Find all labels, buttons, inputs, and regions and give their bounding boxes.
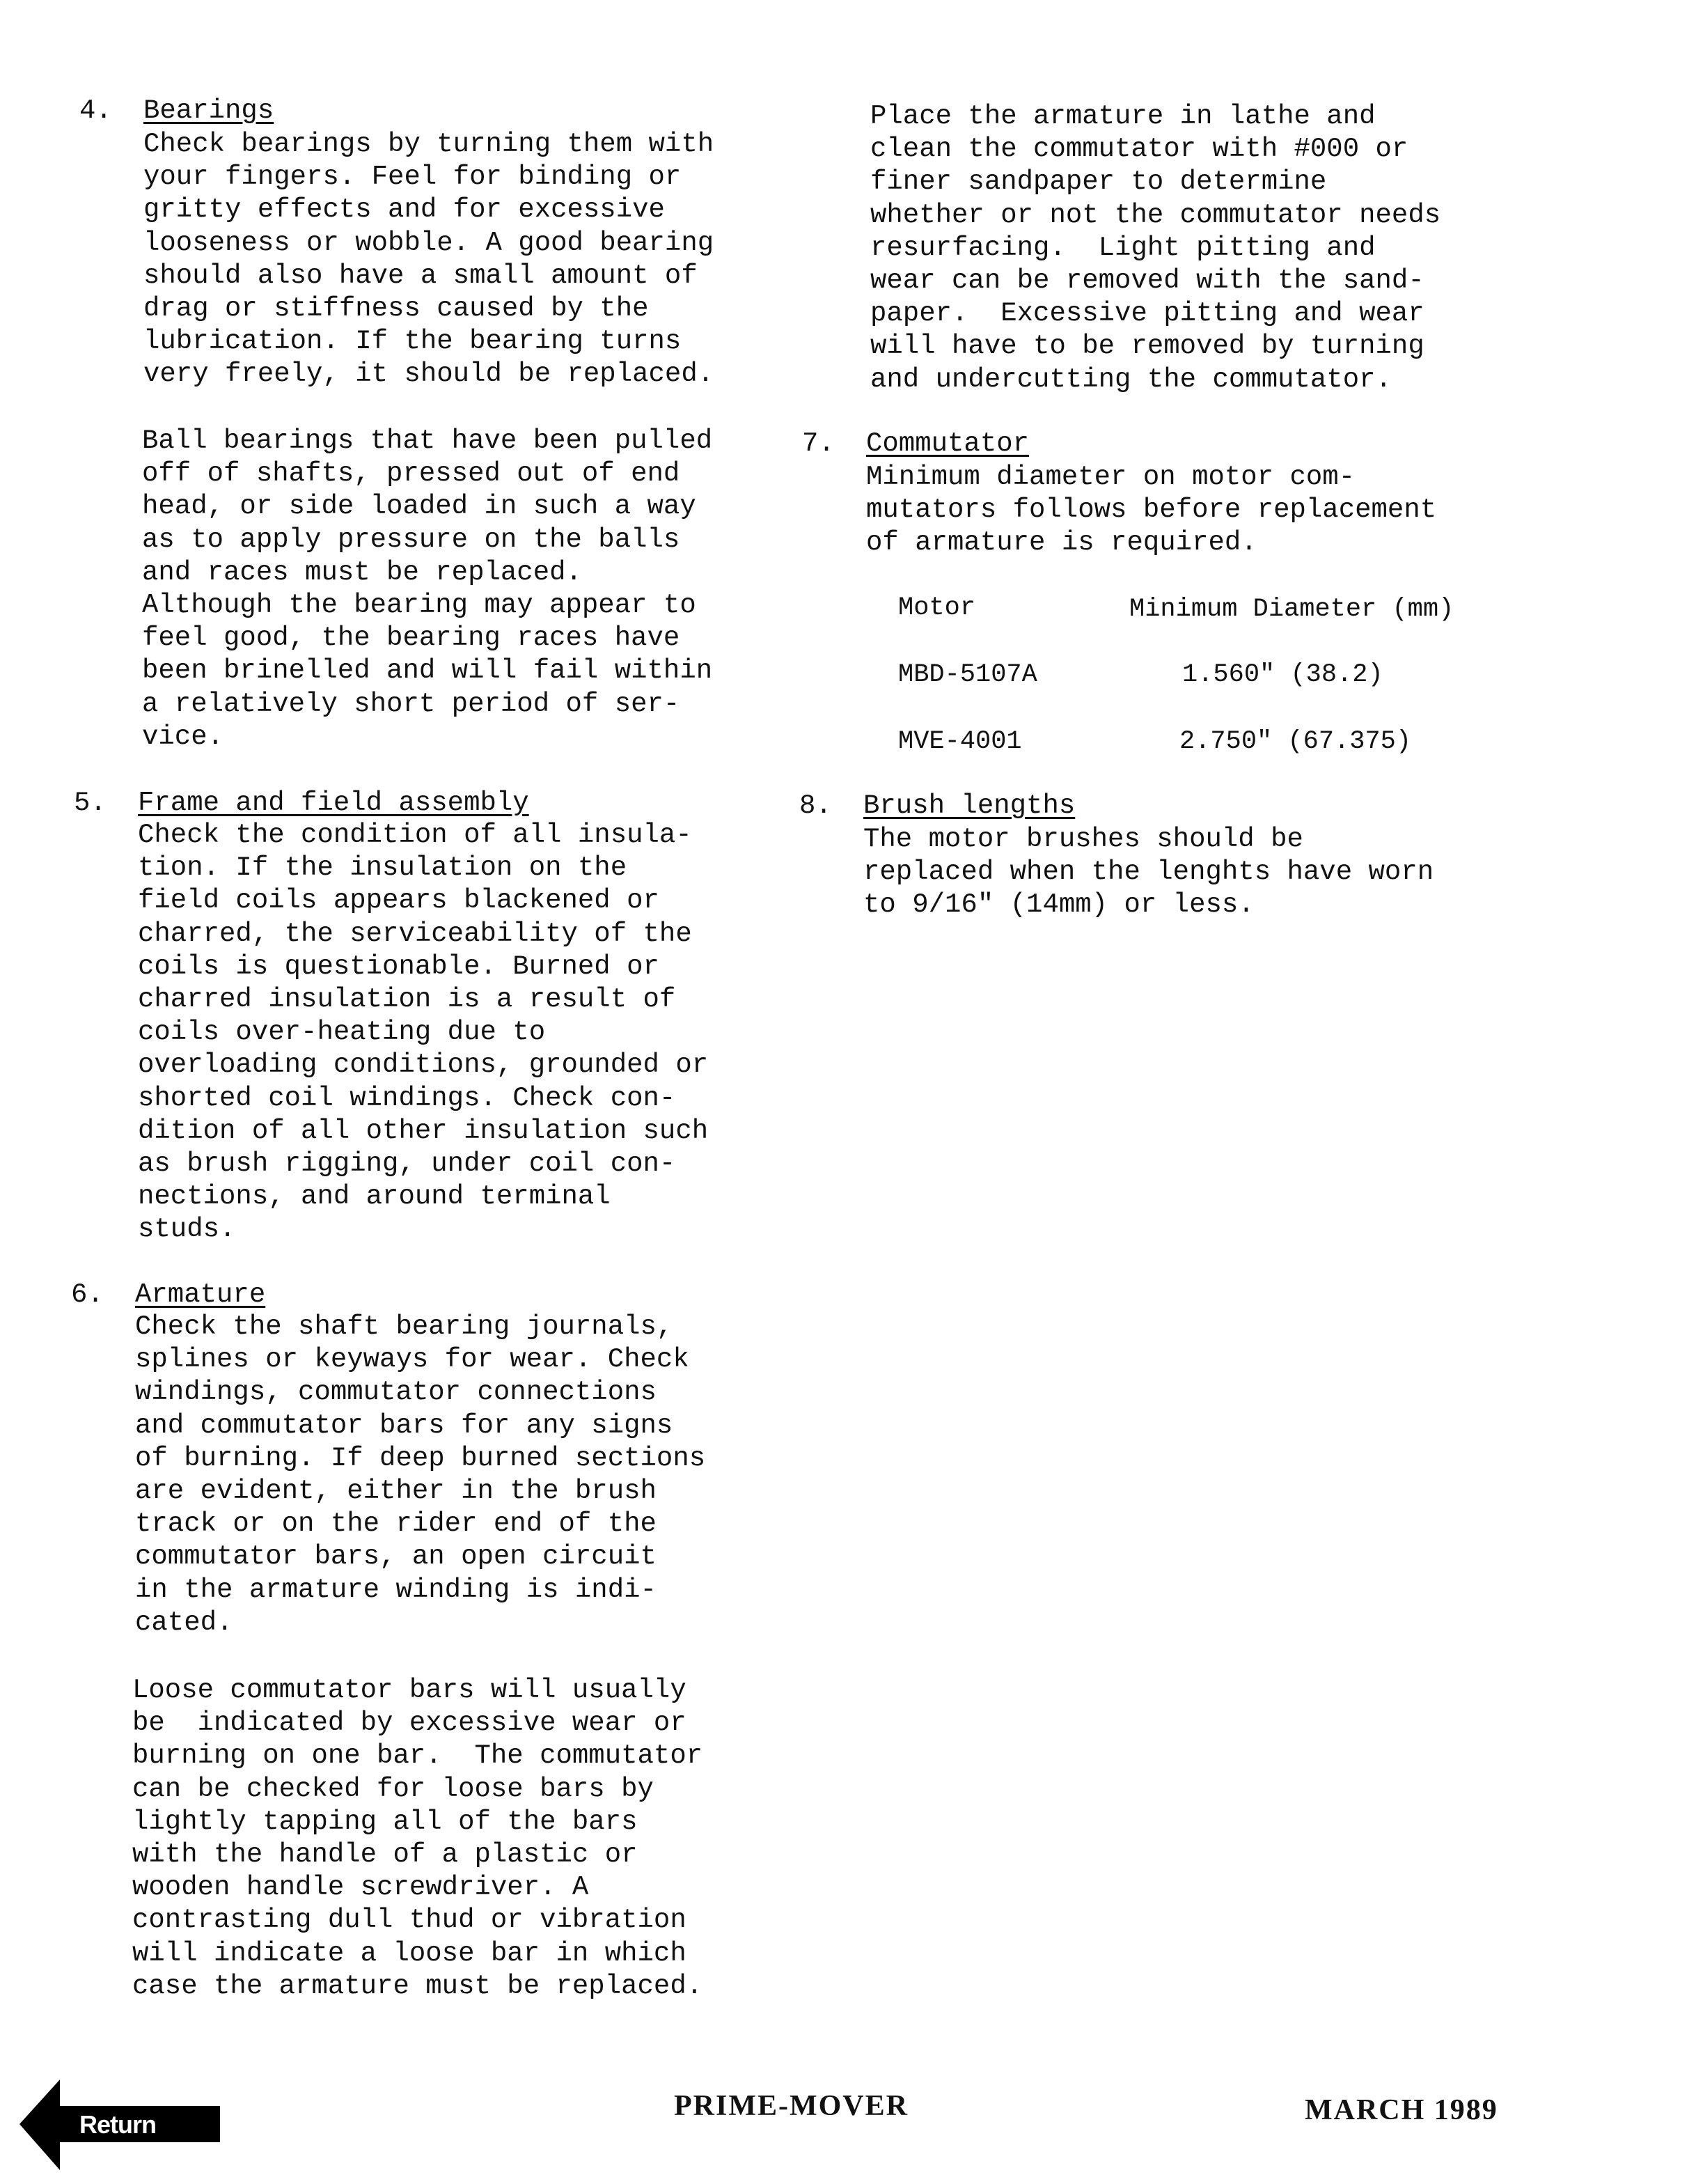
text-line: Minimum diameter on motor com-: [866, 462, 1356, 492]
text-line: finer sandpaper to determine: [870, 166, 1327, 198]
text-line: coils over-heating due to: [138, 1017, 546, 1048]
section-heading-brush-lengths: Brush lengths: [863, 790, 1076, 821]
section-heading-commutator: Commutator: [866, 428, 1030, 459]
text-line: will indicate a loose bar in which: [132, 1937, 686, 1969]
text-line: The motor brushes should be: [863, 824, 1303, 855]
text-line: coils is questionable. Burned or: [138, 951, 659, 982]
table-header: Motor: [898, 593, 976, 623]
text-line: and undercutting the commutator.: [870, 364, 1392, 395]
return-button[interactable]: [19, 2080, 220, 2170]
text-line: Place the armature in lathe and: [870, 101, 1376, 132]
footer-title: PRIME-MOVER: [674, 2090, 909, 2122]
footer-date: MARCH 1989: [1305, 2094, 1498, 2126]
item-number: 4.: [79, 95, 112, 126]
text-line: clean the commutator with #000 or: [870, 134, 1408, 165]
text-line: commutator bars, an open circuit: [135, 1541, 657, 1573]
item-number: 5.: [74, 788, 107, 818]
text-line: and commutator bars for any signs: [135, 1410, 673, 1441]
section-heading-frame: Frame and field assembly: [138, 788, 529, 818]
text-line: burning on one bar. The commutator: [132, 1740, 703, 1772]
text-line: track or on the rider end of the: [135, 1508, 657, 1540]
text-line: of burning. If deep burned sections: [135, 1442, 706, 1474]
text-line: drag or stiffness caused by the: [143, 293, 649, 325]
text-line: replaced when the lenghts have worn: [863, 857, 1434, 888]
text-line: a relatively short period of ser-: [142, 688, 680, 719]
text-line: as brush rigging, under coil con-: [138, 1148, 676, 1180]
text-line: lubrication. If the bearing turns: [143, 326, 682, 357]
paragraph: [870, 100, 1440, 396]
text-line: charred insulation is a result of: [138, 984, 676, 1015]
text-line: Loose commutator bars will usually: [132, 1675, 686, 1706]
paragraph: [866, 461, 1436, 560]
paragraph: [863, 823, 1434, 922]
text-line: wooden handle screwdriver. A: [132, 1872, 589, 1903]
text-line: Check the condition of all insula-: [138, 820, 692, 850]
item-number: 8.: [799, 790, 832, 821]
text-line: be indicated by excessive wear or: [132, 1708, 686, 1739]
text-line: been brinelled and will fail within: [142, 655, 713, 687]
text-line: of armature is required.: [866, 527, 1257, 559]
text-line: whether or not the commutator needs: [870, 199, 1441, 231]
text-line: resurfacing. Light pitting and: [870, 232, 1376, 263]
text-line: wear can be removed with the sand-: [870, 265, 1424, 297]
text-line: off of shafts, pressed out of end: [142, 458, 680, 490]
text-line: head, or side loaded in such a way: [142, 491, 696, 522]
text-line: windings, commutator connections: [135, 1377, 657, 1408]
section-heading-bearings: Bearings: [143, 95, 274, 126]
text-line: contrasting dull thud or vibration: [132, 1905, 686, 1936]
paragraph: [135, 1311, 705, 1639]
text-line: dition of all other insulation such: [138, 1115, 709, 1146]
paragraph: [138, 819, 708, 1247]
paragraph: [143, 128, 714, 391]
text-line: in the armature winding is indi-: [135, 1574, 657, 1605]
table-cell: 1.560" (38.2): [1182, 660, 1383, 689]
text-line: Check bearings by turning them with: [143, 129, 714, 159]
text-line: Although the bearing may appear to: [142, 590, 696, 621]
text-line: are evident, either in the brush: [135, 1476, 657, 1507]
item-number: 6.: [71, 1279, 104, 1310]
text-line: field coils appears blackened or: [138, 885, 659, 916]
text-line: gritty effects and for excessive: [143, 194, 665, 226]
table-cell: 2.750" (67.375): [1179, 727, 1412, 756]
text-line: should also have a small amount of: [143, 260, 698, 291]
text-line: tion. If the insulation on the: [138, 852, 627, 884]
text-line: to 9/16" (14mm) or less.: [863, 889, 1255, 921]
table-header: Minimum Diameter (mm): [1129, 595, 1454, 624]
text-line: Ball bearings that have been pulled: [142, 426, 713, 456]
text-line: mutators follows before replacement: [866, 494, 1437, 526]
text-line: lightly tapping all of the bars: [132, 1806, 638, 1837]
text-line: very freely, it should be replaced.: [143, 359, 714, 390]
section-heading-armature: Armature: [135, 1279, 266, 1310]
item-number: 7.: [802, 428, 835, 459]
text-line: with the handle of a plastic or: [132, 1839, 638, 1871]
text-line: looseness or wobble. A good bearing: [143, 227, 714, 258]
text-line: Check the shaft bearing journals,: [135, 1311, 673, 1342]
paragraph: [132, 1674, 702, 2003]
table-cell: MVE-4001: [898, 727, 1022, 756]
text-line: shorted coil windings. Check con-: [138, 1082, 676, 1114]
return-label: Return: [79, 2110, 156, 2139]
text-line: as to apply pressure on the balls: [142, 524, 680, 555]
text-line: nections, and around terminal: [138, 1181, 611, 1212]
text-line: and races must be replaced.: [142, 556, 582, 588]
text-line: can be checked for loose bars by: [132, 1773, 654, 1804]
paragraph: [142, 425, 712, 754]
text-line: overloading conditions, grounded or: [138, 1050, 709, 1081]
text-line: studs.: [138, 1214, 236, 1245]
text-line: paper. Excessive pitting and wear: [870, 298, 1424, 329]
table-cell: MBD-5107A: [898, 660, 1037, 689]
text-line: cated.: [135, 1607, 233, 1638]
text-line: charred, the serviceability of the: [138, 918, 692, 949]
text-line: feel good, the bearing races have: [142, 623, 680, 654]
text-line: splines or keyways for wear. Check: [135, 1344, 689, 1375]
text-line: case the armature must be replaced.: [132, 1970, 703, 2002]
text-line: vice.: [142, 721, 224, 752]
text-line: will have to be removed by turning: [870, 331, 1424, 362]
text-line: your fingers. Feel for binding or: [143, 162, 682, 193]
